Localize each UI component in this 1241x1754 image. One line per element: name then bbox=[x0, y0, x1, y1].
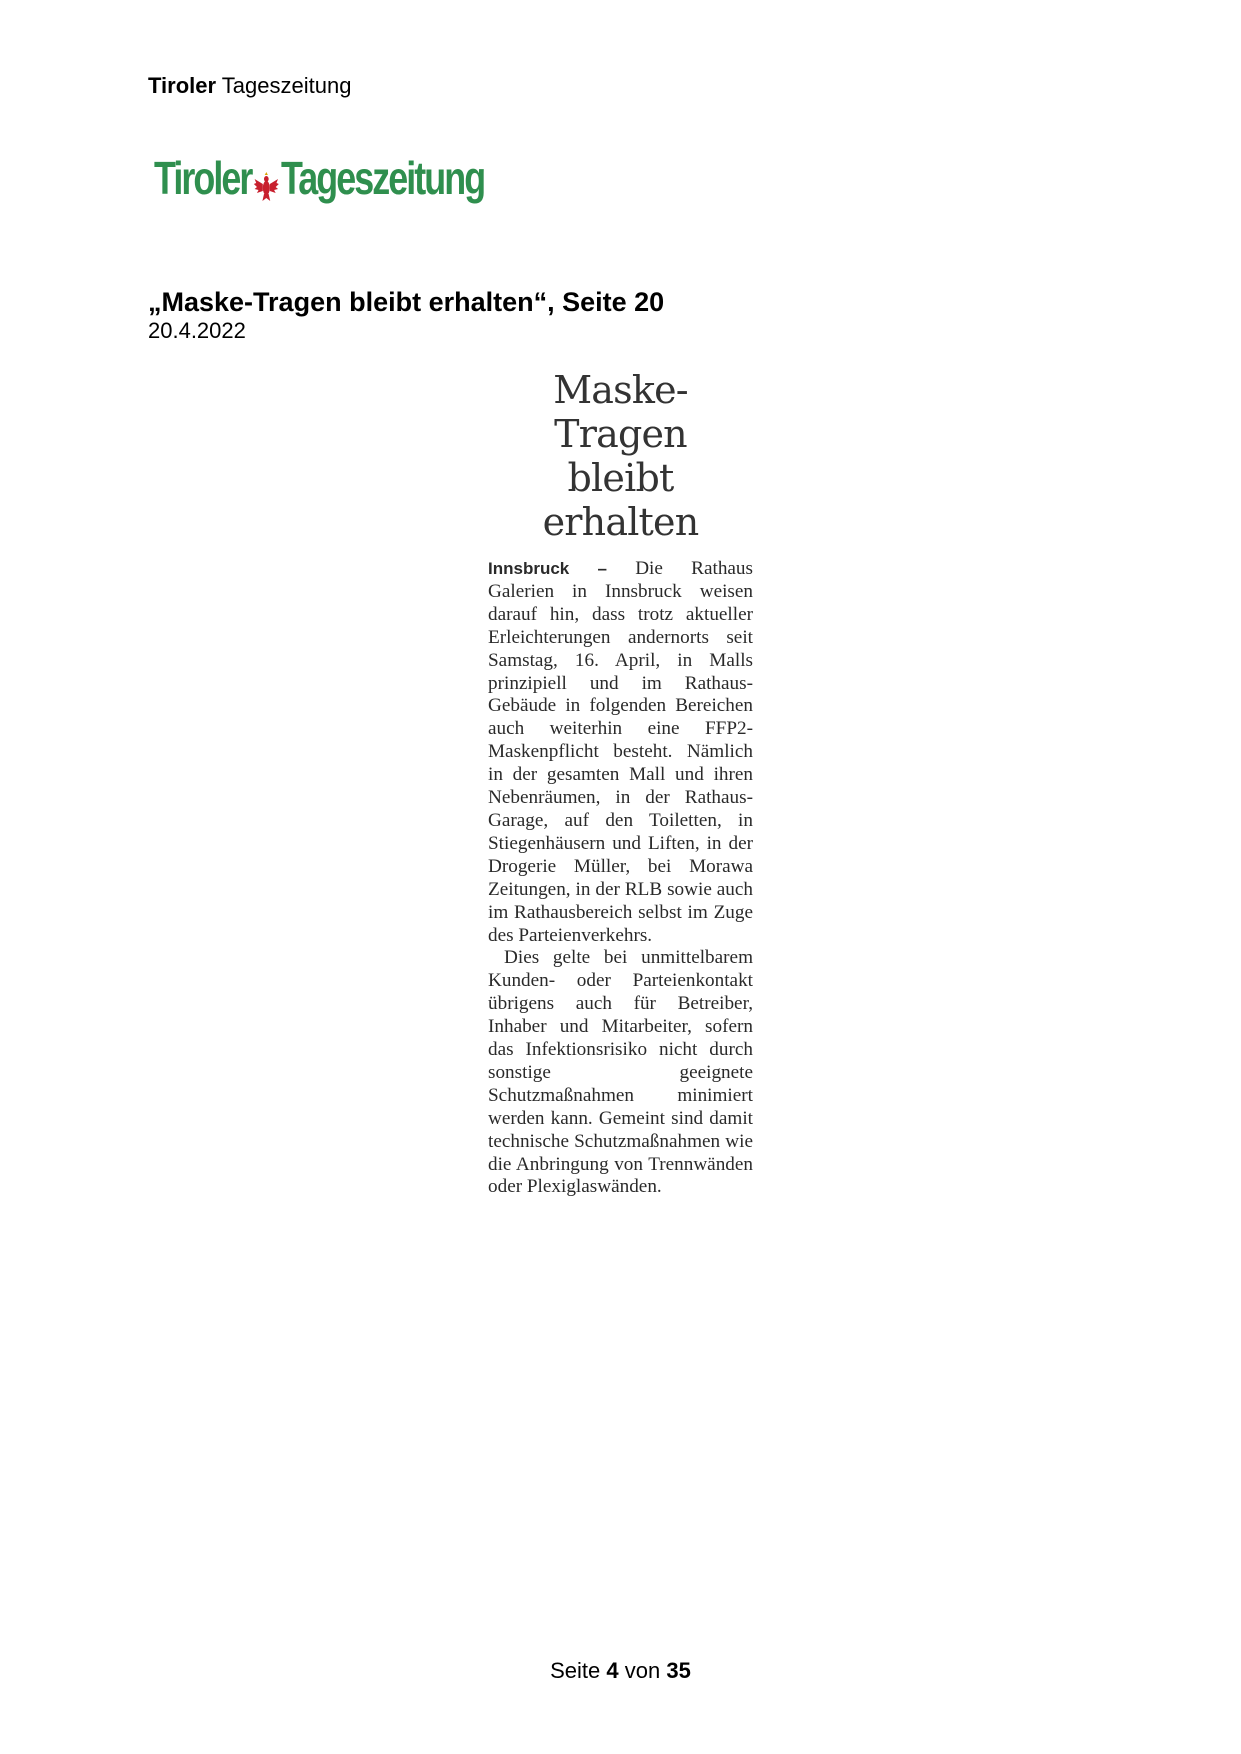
clipping-headline-line2: bleibt erhalten bbox=[542, 456, 699, 544]
article-date: 20.4.2022 bbox=[148, 318, 246, 343]
logo-text-tageszeitung: Tageszeitung bbox=[280, 152, 485, 204]
tyrolean-eagle-icon bbox=[253, 161, 280, 195]
clipping-headline bbox=[488, 368, 753, 544]
footer-prefix: Seite bbox=[550, 1658, 601, 1683]
page-footer bbox=[0, 1658, 1241, 1684]
clipping-body bbox=[488, 558, 753, 1199]
source-name-bold: Tiroler bbox=[148, 73, 217, 98]
footer-total-pages: 35 bbox=[666, 1658, 691, 1683]
logo-text-tiroler: Tiroler bbox=[154, 152, 252, 204]
source-name-regular: Tageszeitung bbox=[221, 73, 352, 98]
newspaper-logo bbox=[154, 148, 484, 208]
footer-middle: von bbox=[624, 1658, 661, 1683]
article-heading: „Maske-Tragen bleibt erhalten“, Seite 20 bbox=[148, 287, 665, 317]
clipping-dateline: Innsbruck – bbox=[488, 559, 607, 578]
clipping-paragraph-1 bbox=[488, 558, 753, 947]
clipping-paragraph-1-text: Die Rathaus Galerien in Innsbruck weisen darauf hin, dass trotz aktueller Erleichterungen andernorts seit Samstag, 16. April, in Malls prinzipiell und im Rathaus-Gebäude in folgenden Bereichen auch weiterhin eine FFP2-Maskenpflicht besteht. Nämlich in der gesamten Mall und ihren Nebenräumen, in der Rathaus-Garage, auf den Toiletten, in Stiegenhäusern und Liften, in der Drogerie Müller, bei Morawa Zeitungen, in der RLB sowie auch im Rathausbereich selbst im Zuge des Parteienverkehrs. bbox=[488, 558, 753, 946]
source-label bbox=[148, 72, 351, 100]
clipping-paragraph-2: Dies gelte bei unmittelbarem Kunden- oder Parteienkontakt übrigens auch für Betreiber, Inhaber und Mitarbeiter, sofern das Infektionsrisiko nicht durch sonstige geeignete Schutzmaßnahmen minimiert werden kann. Gemeint sind damit technische Schutzmaßnahmen wie die Anbringung von Trennwänden oder Plexiglaswänden. bbox=[488, 947, 753, 1198]
footer-page-number: 4 bbox=[606, 1658, 619, 1683]
clipping-headline-line1: Maske-Tragen bbox=[553, 368, 688, 456]
newspaper-clipping bbox=[488, 368, 753, 1199]
